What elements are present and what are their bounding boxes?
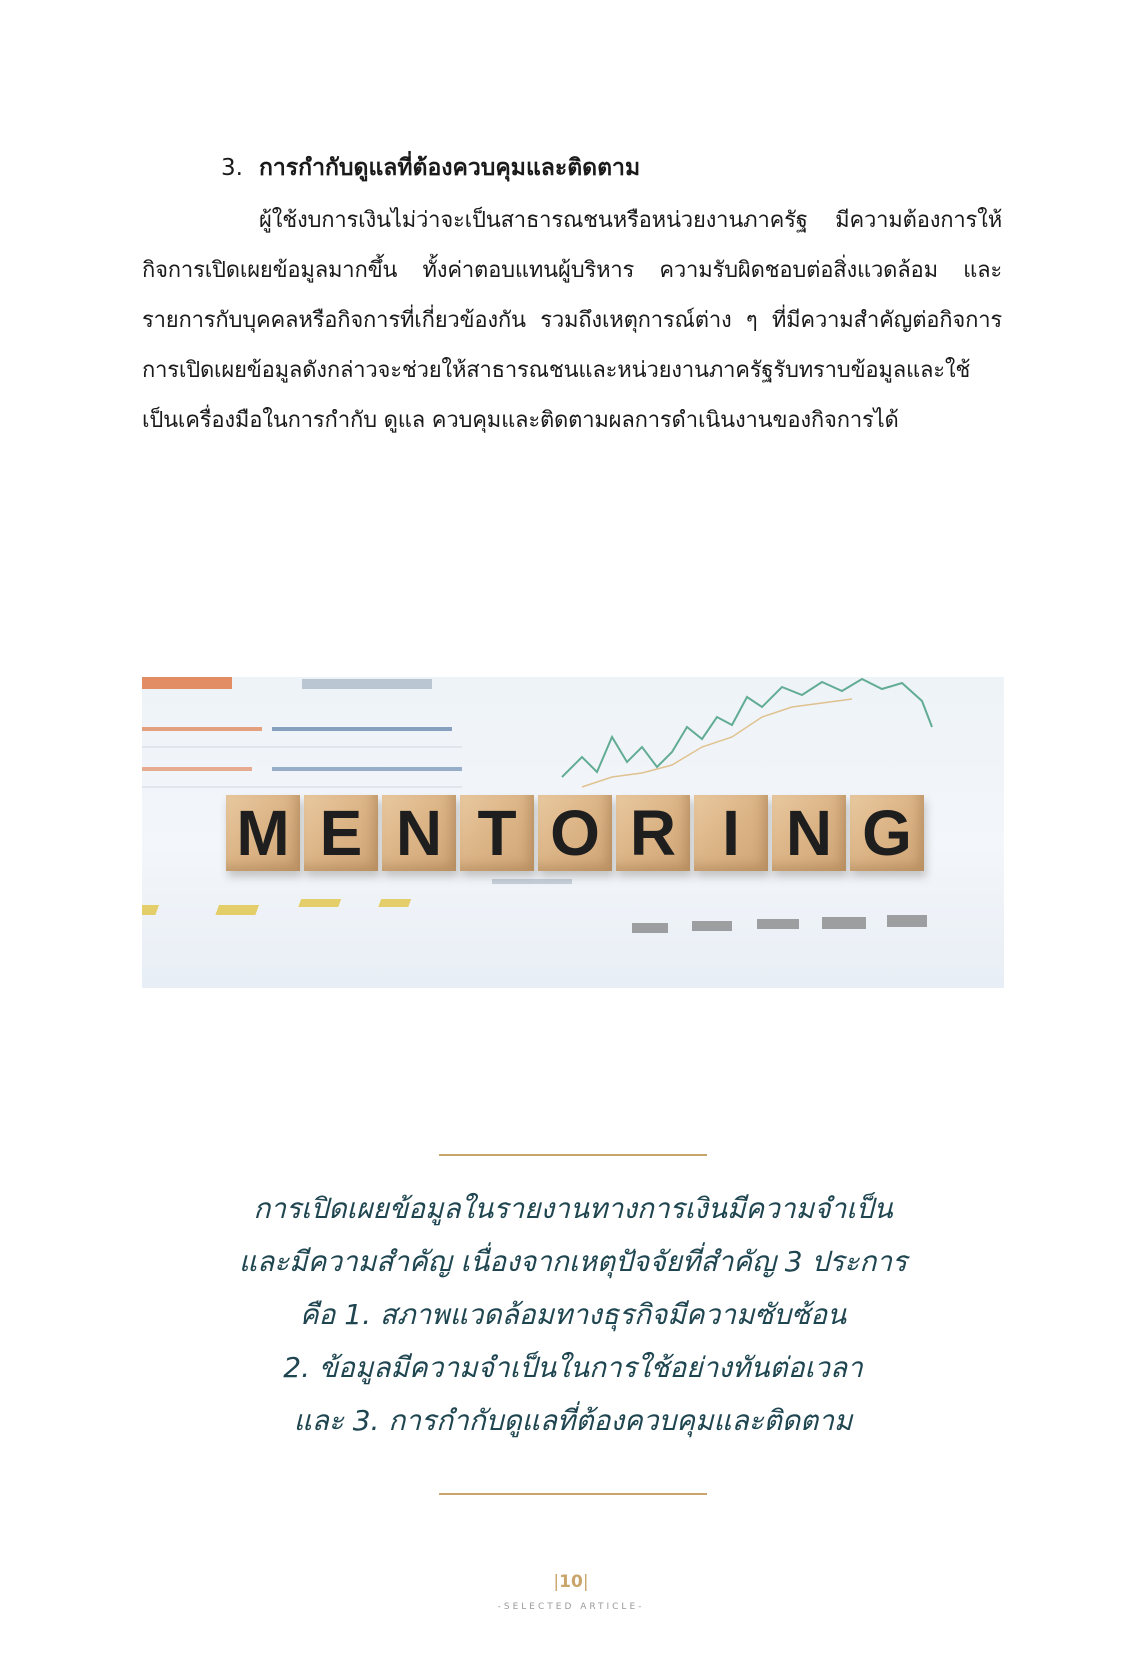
pull-quote	[142, 1182, 1004, 1447]
letter-block: G	[850, 795, 924, 871]
letter-block: N	[772, 795, 846, 871]
section-paragraph: ผู้ใช้งบการเงินไม่ว่าจะเป็นสาธารณชนหรือหน่วยงานภาครัฐ มีความต้องการให้กิจการเปิดเผยข้อมูลมากขึ้น ทั้งค่าตอบแทนผู้บริหาร ความรับผิดชอบต่อสิ่งแวดล้อม และรายการกับบุคคลหรือกิจการที่เกี่ยวข้องกัน รวมถึงเหตุการณ์ต่าง ๆ ที่มีความสำคัญต่อกิจการ การเปิดเผยข้อมูลดังกล่าวจะช่วยให้สาธารณชนและหน่วยงานภาครัฐรับทราบข้อมูลและใช้เป็นเครื่องมือในการกำกับ ดูแล ควบคุมและติดตามผลการดำเนินงานของกิจการได้	[142, 208, 1002, 433]
mentoring-photo	[142, 677, 1004, 988]
quote-line: การเปิดเผยข้อมูลในรายงานทางการเงินมีความจำเป็น	[253, 1192, 893, 1225]
section-heading	[221, 150, 1002, 186]
letter-block: R	[616, 795, 690, 871]
section-title: การกำกับดูแลที่ต้องควบคุมและติดตาม	[258, 155, 641, 181]
quote-line: 2. ข้อมูลมีความจำเป็นในการใช้อย่างทันต่อเวลา	[283, 1351, 863, 1384]
letter-block: O	[538, 795, 612, 871]
letter-block: T	[460, 795, 534, 871]
footer-tag: -SELECTED ARTICLE-	[497, 1602, 645, 1612]
page-number-value: 10	[559, 1572, 583, 1592]
letter-block: M	[226, 795, 300, 871]
section-number: 3.	[221, 155, 243, 181]
letter-block: N	[382, 795, 456, 871]
page-number: |10|	[553, 1572, 589, 1592]
letter-block: I	[694, 795, 768, 871]
quote-line: และมีความสำคัญ เนื่องจากเหตุปัจจัยที่สำคัญ 3 ประการ	[238, 1245, 908, 1278]
quote-top-rule	[439, 1154, 707, 1156]
quote-bottom-rule	[439, 1493, 707, 1495]
article-section	[142, 150, 1002, 446]
letter-block: E	[304, 795, 378, 871]
letter-blocks	[226, 795, 924, 871]
quote-line: คือ 1. สภาพแวดล้อมทางธุรกิจมีความซับซ้อน	[299, 1298, 847, 1331]
quote-line: และ 3. การกำกับดูแลที่ต้องควบคุมและติดตาม	[293, 1404, 853, 1437]
